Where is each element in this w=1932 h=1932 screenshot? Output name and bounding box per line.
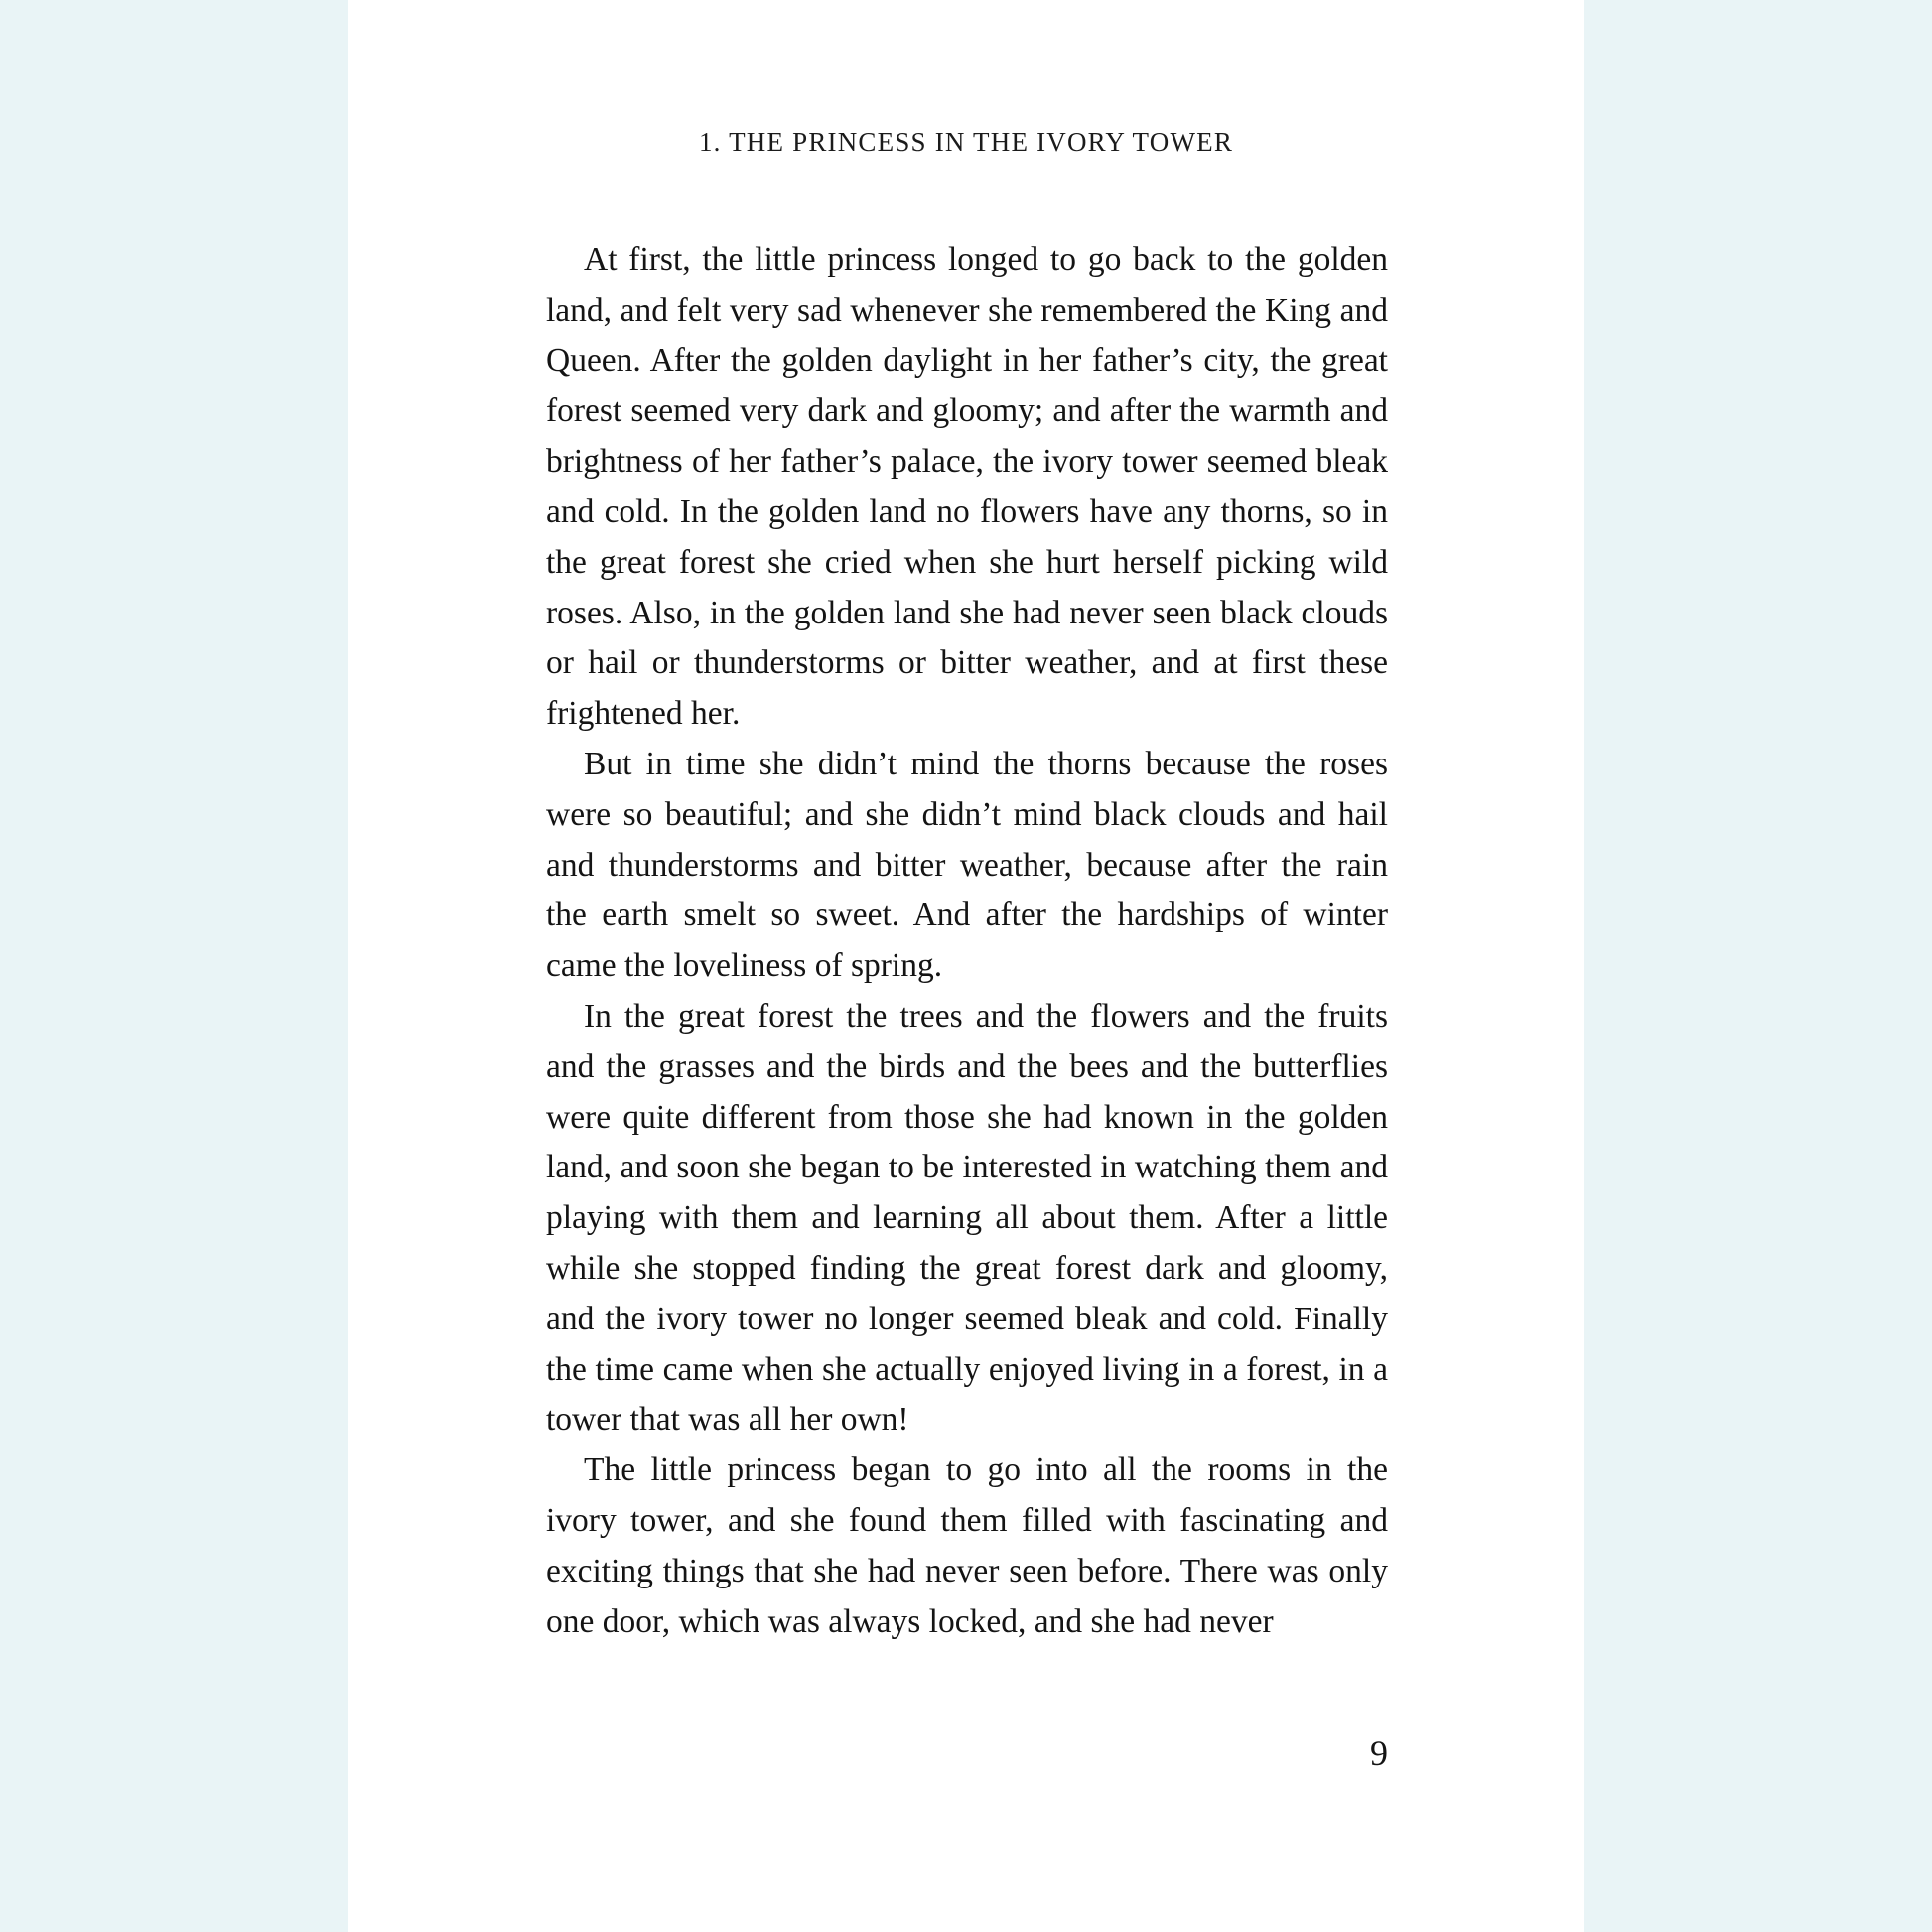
book-page	[348, 0, 1584, 1932]
paragraph-3: In the great forest the trees and the flowers and the fruits and the grasses and the birds and the bees and the butterflies were quite different from those she had known in the golden land, and soon she began to be interested in watching them and playing with them and learning all about them. After a little while she stopped finding the great forest dark and gloomy, and the ivory tower no longer seemed bleak and cold. Finally the time came when she actually enjoyed living in a forest, in a tower that was all her own!	[546, 997, 1388, 1439]
paragraph-1: At first, the little princess longed to go back to the golden land, and felt very sad whenever she remembered the King and Queen. After the golden daylight in her father’s city, the great forest seemed very dark and gloomy; and after the warmth and brightness of her father’s palace, the ivory tower seemed bleak and cold. In the golden land no flowers have any thorns, so in the great forest she cried when she hurt herself picking wild roses. Also, in the golden land she had never seen black clouds or hail or thunderstorms or bitter weather, and at first these frightened her.	[546, 241, 1388, 733]
paragraph-2: But in time she didn’t mind the thorns because the roses were so beautiful; and she didn’t mind black clouds and hail and thunderstorms and bitter weather, because after the rain the earth smelt so sweet. And after the hardships of winter came the loveliness of spring.	[546, 745, 1388, 985]
running-head: 1. THE PRINCESS IN THE IVORY TOWER	[698, 127, 1234, 157]
body-text	[546, 235, 1388, 1647]
page-number: 9	[1370, 1733, 1388, 1773]
paragraph-4: The little princess began to go into all the rooms in the ivory tower, and she found them filled with fascinating and exciting things that she had never seen before. There was only one door, which was always locked, and she had never	[546, 1451, 1388, 1640]
